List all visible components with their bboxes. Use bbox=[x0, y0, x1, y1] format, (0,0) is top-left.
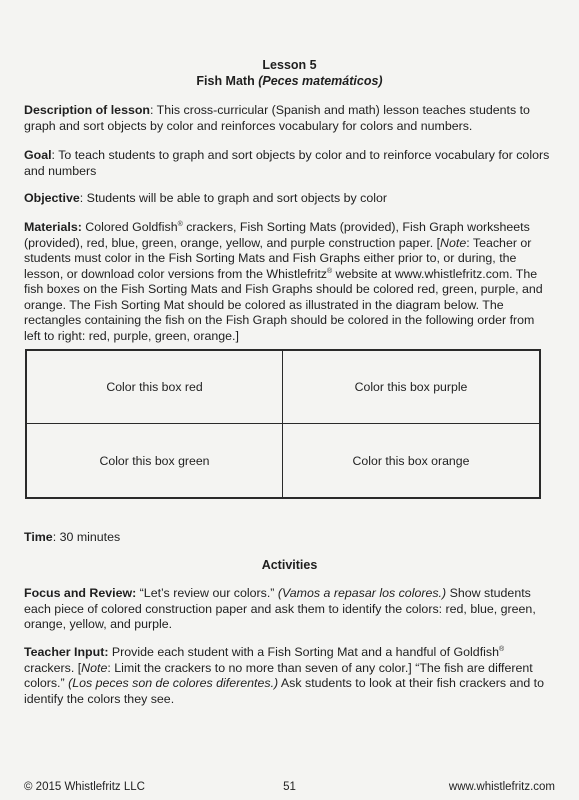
color-box-purple: Color this box purple bbox=[283, 351, 539, 424]
time-label: Time bbox=[24, 530, 53, 544]
teacher-text-b: crackers. [ bbox=[24, 660, 82, 675]
materials-note-label: Note bbox=[440, 235, 467, 250]
focus-text-b: Show students each piece of colored construction paper and ask them to identify the colors: red, blue, green, orange, yellow, and purple. bbox=[24, 586, 536, 631]
goal-text: : To teach students to graph and sort objects by color and to reinforce vocabulary for colors and numbers bbox=[24, 148, 550, 178]
registered-mark: ® bbox=[327, 267, 333, 275]
lesson-title bbox=[0, 74, 579, 88]
color-box-green: Color this box green bbox=[27, 424, 283, 497]
color-box-orange: Color this box orange bbox=[352, 453, 470, 468]
description-text: : This cross-curricular (Spanish and math) lesson teaches students to graph and sort objects by color and reinforces vocabulary for colors and numbers. bbox=[24, 103, 530, 133]
materials-text-c: : Teacher or students must color in the Fish Sorting Mats and Fish Graphs either prior to, or during, the lesson, or download color versions from the Whistlefritz bbox=[24, 235, 532, 281]
teacher-input-paragraph bbox=[24, 645, 554, 707]
materials-label: Materials: bbox=[24, 220, 82, 234]
lesson-title-en: Fish Math bbox=[196, 74, 255, 88]
teacher-spanish: (Los peces son de colores diferentes.) bbox=[68, 676, 279, 690]
description-paragraph bbox=[24, 103, 554, 134]
focus-paragraph bbox=[24, 586, 554, 633]
fish-sorting-mat-diagram bbox=[25, 349, 541, 499]
lesson-title-es: (Peces matemáticos) bbox=[258, 74, 383, 88]
teacher-text-d: Ask students to look at their fish crackers and to identify the colors they see. bbox=[24, 676, 544, 706]
teacher-text-c: : Limit the crackers to no more than seven of any color.] “The fish are different colors.” bbox=[24, 660, 533, 690]
footer-copyright: © 2015 Whistlefritz LLC bbox=[24, 781, 145, 793]
materials-text-a: Colored Goldfish bbox=[81, 220, 178, 234]
description-label: Description of lesson bbox=[24, 103, 150, 117]
materials-text-d: website at www.whistlefritz.com. The fish boxes on the Fish Sorting Mats and Fish Graphs should be colored red, green, purple, and orange. The Fish Sorting Mat should be colored as illustrated in the diagram below. The rectangles containing the fish on the Fish Graph should be colored in the following order from left to right: red, purple, green, orange.] bbox=[24, 266, 543, 343]
focus-text-a: “Let’s review our colors.” bbox=[136, 586, 278, 600]
objective-text: : Students will be able to graph and sort objects by color bbox=[79, 191, 387, 205]
activities-heading: Activities bbox=[261, 558, 318, 572]
lesson-number: Lesson 5 bbox=[262, 58, 317, 72]
goal-paragraph bbox=[24, 148, 554, 179]
focus-label: Focus and Review: bbox=[24, 586, 137, 600]
focus-spanish: (Vamos a repasar los colores.) bbox=[277, 586, 447, 600]
time-text: : 30 minutes bbox=[52, 530, 121, 544]
teacher-note-label: Note bbox=[81, 660, 108, 675]
objective-label: Objective bbox=[24, 191, 80, 205]
materials-text-b: crackers, Fish Sorting Mats (provided), Fish Graph worksheets (provided), red, blue, green, orange, yellow, and purple construction paper. [ bbox=[24, 220, 530, 250]
time-paragraph bbox=[24, 530, 554, 546]
registered-mark: ® bbox=[498, 645, 505, 653]
color-box-red: Color this box red bbox=[27, 351, 283, 424]
registered-mark: ® bbox=[177, 220, 183, 228]
goal-label: Goal bbox=[24, 148, 52, 162]
materials-paragraph bbox=[24, 220, 554, 344]
teacher-text-a: Provide each student with a Fish Sorting Mat and a handful of Goldfish bbox=[108, 645, 499, 659]
objective-paragraph bbox=[24, 191, 554, 207]
footer-website: www.whistlefritz.com bbox=[448, 781, 555, 793]
teacher-label: Teacher Input: bbox=[24, 645, 109, 659]
footer-page-number: 51 bbox=[283, 781, 296, 793]
